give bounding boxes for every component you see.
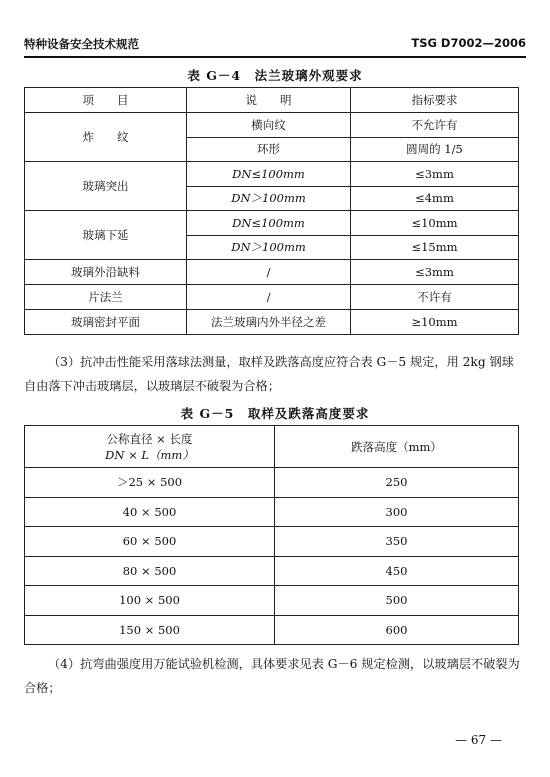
table-g5-caption: 表 G－5 取样及跌落高度要求 (180, 406, 370, 421)
page-number: — 67 — (455, 733, 502, 747)
table-row-item: 玻璃下延 (25, 211, 187, 260)
header-size-line2: DN × L（mm） (105, 447, 194, 462)
table-cell-desc: DN≤100mm (187, 162, 351, 187)
table-g4 (24, 87, 519, 335)
table-g4-header-desc: 说 明 (187, 88, 351, 113)
table-cell-req: ≤10mm (351, 211, 519, 236)
table-cell-height: 450 (275, 556, 519, 586)
table-row-item: 炸 纹 (25, 113, 187, 162)
table-cell-size: 150 × 500 (25, 615, 275, 645)
table-cell-req: 不允许有 (351, 113, 519, 138)
table-cell-size: 40 × 500 (25, 497, 275, 527)
header-standard-code: TSG D7002—2006 (411, 36, 526, 50)
table-cell-desc: DN＞100mm (187, 186, 351, 211)
table-g5 (24, 425, 519, 645)
table-g5-header-size (25, 426, 275, 468)
paragraph-4: （4）抗弯曲强度用万能试验机检测，具体要求见表 G－6 规定检测，以玻璃层不破裂为合格； (24, 657, 520, 695)
table-cell-req: 不许有 (351, 285, 519, 310)
table-row-item: 玻璃突出 (25, 162, 187, 211)
table-cell-height: 300 (275, 497, 519, 527)
table-cell-height: 500 (275, 586, 519, 616)
table-cell-req: ≤4mm (351, 186, 519, 211)
table-cell-desc: DN＞100mm (187, 235, 351, 260)
header-title: 特种设备安全技术规范 (24, 37, 139, 51)
table-cell-req: ≤3mm (351, 260, 519, 285)
table-cell-req: 圆周的 1/5 (351, 137, 519, 162)
table-cell-req: ≤15mm (351, 235, 519, 260)
paragraph-3: （3）抗冲击性能采用落球法测量，取样及跌落高度应符合表 G－5 规定，用 2kg 钢球自由落下冲击玻璃层，以玻璃层不破裂为合格； (24, 355, 514, 393)
table-g4-header-item: 项 目 (25, 88, 187, 113)
table-cell-size: 100 × 500 (25, 586, 275, 616)
table-cell-desc: / (187, 260, 351, 285)
table-cell-desc: 环形 (187, 137, 351, 162)
table-cell-height: 600 (275, 615, 519, 645)
table-cell-desc: 横向纹 (187, 113, 351, 138)
table-cell-size: 60 × 500 (25, 527, 275, 557)
table-cell-size: 80 × 500 (25, 556, 275, 586)
table-cell-height: 350 (275, 527, 519, 557)
running-header (24, 36, 526, 54)
header-size-line1: 公称直径 × 长度 (106, 431, 193, 446)
table-cell-desc: DN≤100mm (187, 211, 351, 236)
table-cell-desc: 法兰玻璃内外半径之差 (187, 310, 351, 335)
table-cell-req: ≥10mm (351, 310, 519, 335)
table-row-item: 玻璃外沿缺料 (25, 260, 187, 285)
table-g5-header-height: 跌落高度（mm） (275, 426, 519, 468)
header-rule (24, 56, 526, 58)
table-g4-header-req: 指标要求 (351, 88, 519, 113)
table-cell-desc: / (187, 285, 351, 310)
table-cell-height: 250 (275, 468, 519, 498)
table-cell-req: ≤3mm (351, 162, 519, 187)
table-g4-caption: 表 G－4 法兰玻璃外观要求 (187, 68, 363, 83)
table-cell-size: ＞25 × 500 (25, 468, 275, 498)
table-row-item: 玻璃密封平面 (25, 310, 187, 335)
table-row-item: 片法兰 (25, 285, 187, 310)
